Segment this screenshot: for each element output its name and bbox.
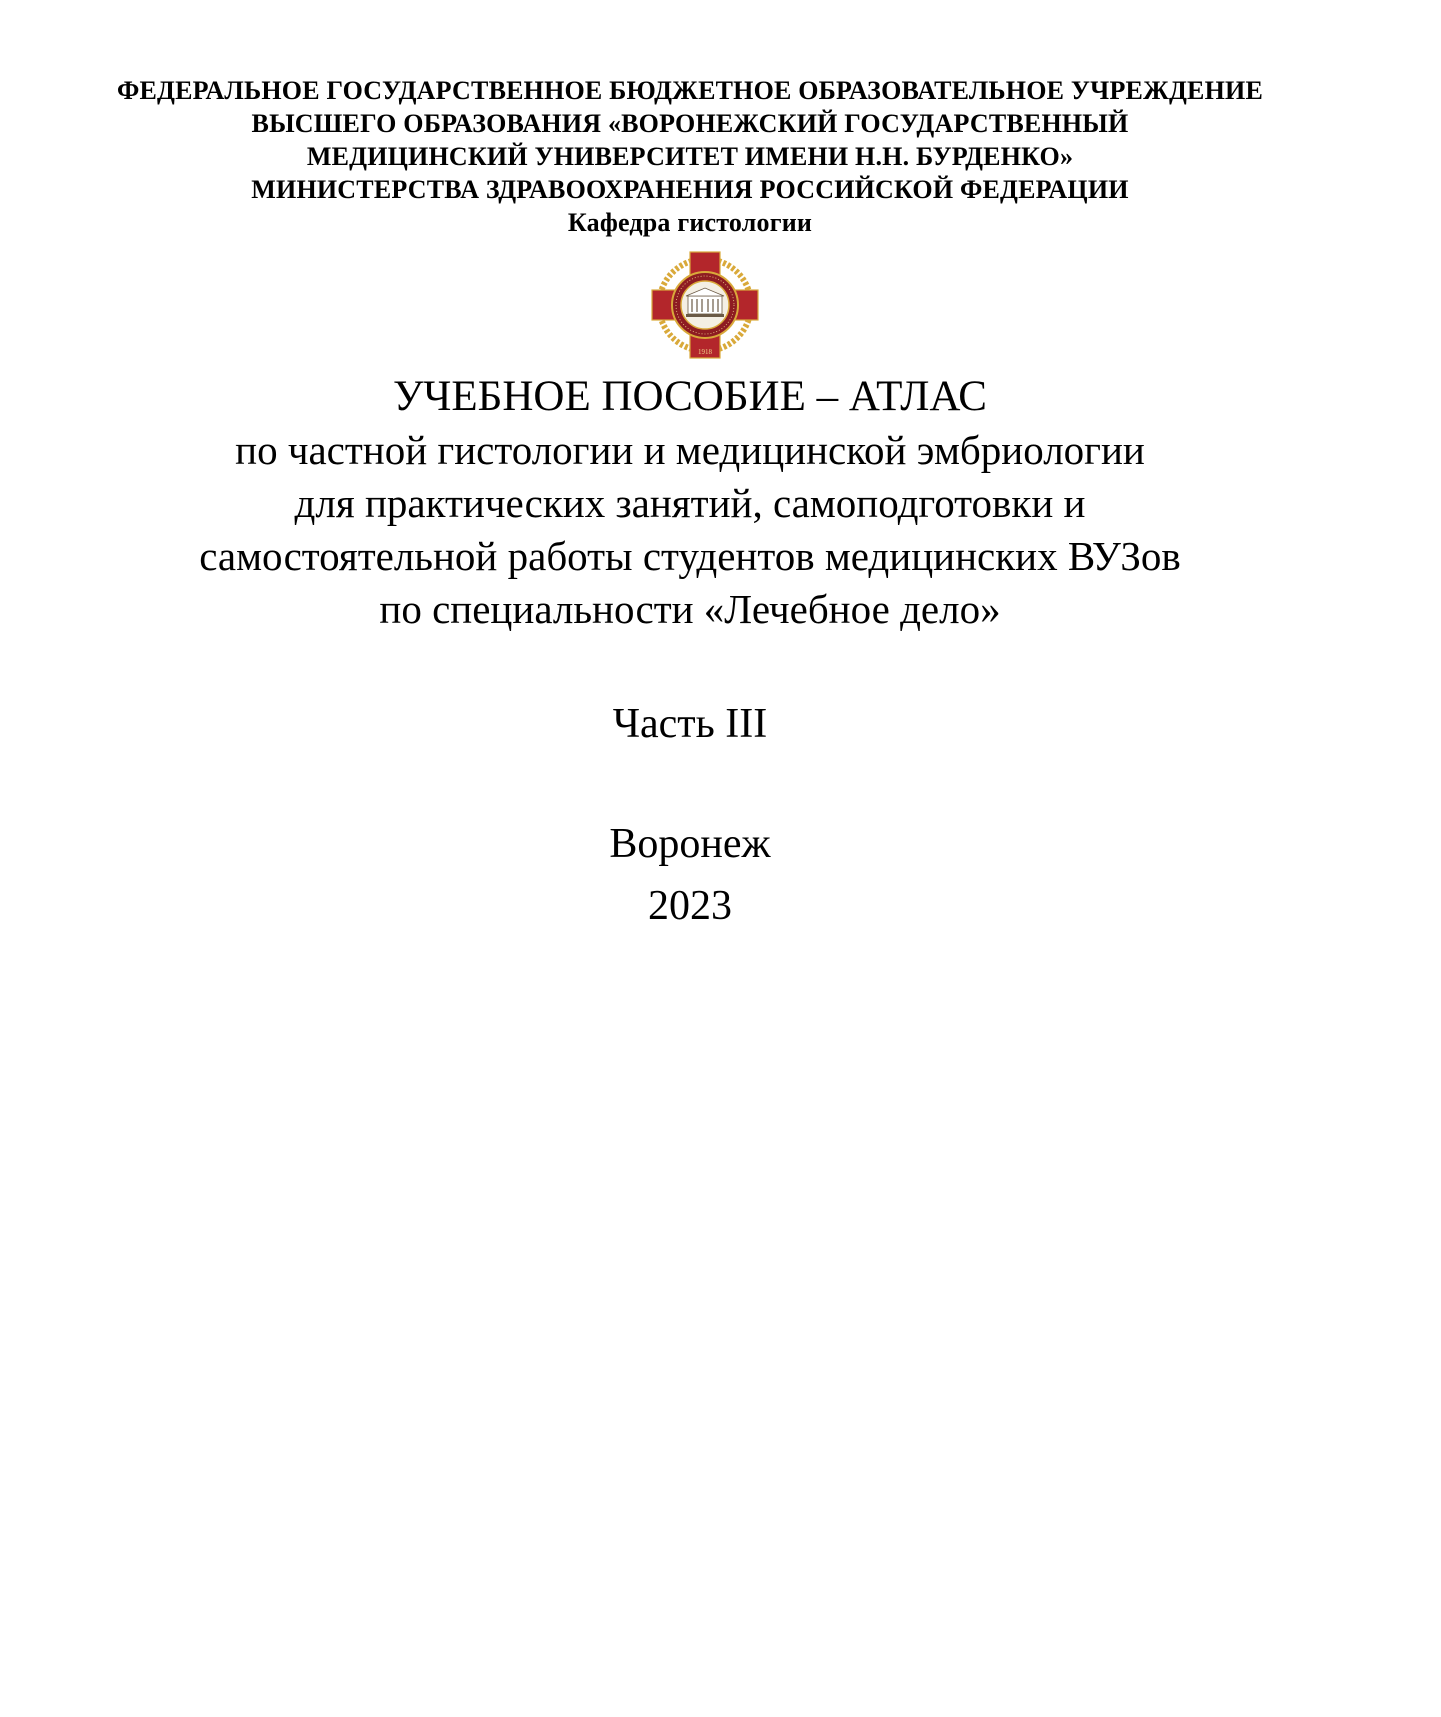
emblem-icon bbox=[650, 250, 760, 360]
publication-year: 2023 bbox=[648, 883, 732, 929]
emblem-year: 1918 bbox=[698, 348, 712, 356]
university-emblem bbox=[650, 250, 760, 360]
subtitle-line-3: самостоятельной работы студентов медицинских ВУЗов bbox=[199, 533, 1181, 579]
header-line-4: МИНИСТЕРСТВА ЗДРАВООХРАНЕНИЯ РОССИЙСКОЙ ФЕДЕРАЦИИ bbox=[251, 175, 1129, 204]
header-line-2: ВЫСШЕГО ОБРАЗОВАНИЯ «ВОРОНЕЖСКИЙ ГОСУДАРСТВЕННЫЙ bbox=[251, 109, 1129, 138]
part-number: Часть III bbox=[612, 701, 768, 747]
subtitle-line-1: по частной гистологии и медицинской эмбриологии bbox=[235, 427, 1145, 473]
subtitle-line-2: для практических занятий, самоподготовки и bbox=[294, 480, 1086, 526]
document-title: УЧЕБНОЕ ПОСОБИЕ – АТЛАС bbox=[392, 373, 987, 420]
header-line-3: МЕДИЦИНСКИЙ УНИВЕРСИТЕТ ИМЕНИ Н.Н. БУРДЕНКО» bbox=[306, 142, 1074, 171]
header-line-1: ФЕДЕРАЛЬНОЕ ГОСУДАРСТВЕННОЕ БЮДЖЕТНОЕ ОБРАЗОВАТЕЛЬНОЕ УЧРЕЖДЕНИЕ bbox=[116, 76, 1263, 105]
institution-header bbox=[0, 74, 1380, 239]
title-block bbox=[0, 370, 1380, 636]
subtitle-line-4: по специальности «Лечебное дело» bbox=[379, 586, 1001, 632]
publication-city: Воронеж bbox=[609, 821, 771, 867]
department-name: Кафедра гистологии bbox=[567, 208, 813, 237]
